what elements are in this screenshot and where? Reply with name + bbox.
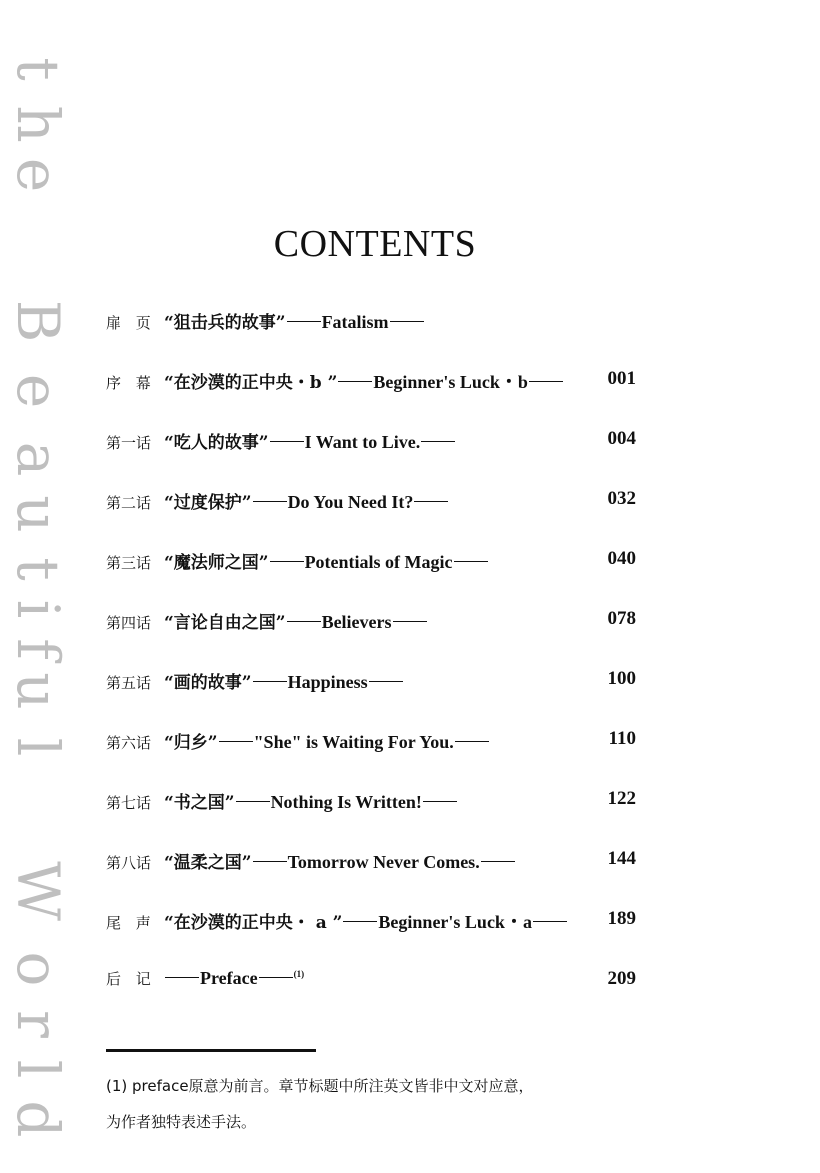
toc-page-number: 209 <box>607 968 636 989</box>
dash <box>393 621 427 622</box>
toc-title <box>164 848 516 873</box>
dash <box>481 861 515 862</box>
toc-page-number: 100 <box>607 668 636 689</box>
dash <box>253 861 287 862</box>
dash <box>219 741 253 742</box>
side-letter: W <box>4 861 72 921</box>
toc-title-zh: “狙击兵的故事” <box>164 313 286 333</box>
side-letter: e <box>4 373 72 409</box>
toc-page-number: 122 <box>607 788 636 809</box>
toc-chapter-label: 第二话 <box>106 494 152 512</box>
toc-title-zh: “书之国” <box>164 793 235 813</box>
toc-row[interactable] <box>106 428 636 464</box>
toc-chapter-label: 第三话 <box>106 554 152 572</box>
toc-title <box>164 908 568 934</box>
toc-title <box>164 728 490 753</box>
dash <box>414 501 448 502</box>
toc-title-en: "She" is Waiting For You. <box>253 732 454 752</box>
footnote-divider <box>106 1049 316 1052</box>
toc-title <box>164 788 458 813</box>
toc-row[interactable] <box>106 308 636 344</box>
toc-title <box>164 548 489 573</box>
toc-chapter-label: 序 幕 <box>106 374 156 392</box>
toc-title-zh: “温柔之国” <box>164 853 252 873</box>
toc-page-number: 110 <box>608 728 636 749</box>
footnote <box>106 1068 626 1140</box>
toc-page-number: 040 <box>607 548 636 569</box>
toc-title-zh: “在沙漠的正中央・b ” <box>164 373 338 393</box>
side-letter: t <box>4 57 72 81</box>
dash <box>287 321 321 322</box>
toc-title-zh: “言论自由之国” <box>164 613 286 633</box>
toc-title-en: Fatalism <box>321 312 389 332</box>
toc-title <box>164 608 428 633</box>
toc-row[interactable] <box>106 368 636 404</box>
toc-chapter-label: 第一话 <box>106 434 152 452</box>
side-letter: o <box>4 951 72 987</box>
toc-page-number: 078 <box>607 608 636 629</box>
toc-title-en: Beginner's Luck・b <box>373 372 528 392</box>
toc-title <box>164 308 425 333</box>
side-letter: f <box>4 638 72 660</box>
toc-title-zh: “魔法师之国” <box>164 553 269 573</box>
dash <box>165 977 199 978</box>
contents-heading: CONTENTS <box>273 223 477 265</box>
toc-row[interactable] <box>106 668 636 704</box>
toc-row[interactable] <box>106 728 636 764</box>
toc-title <box>164 368 564 394</box>
toc-chapter-label: 扉 页 <box>106 314 156 332</box>
toc-title-zh: “在沙漠的正中央・ a ” <box>164 913 343 933</box>
toc-row[interactable] <box>106 788 636 824</box>
toc-title <box>164 488 449 513</box>
toc-page-number: 032 <box>607 488 636 509</box>
footnote-line: (1) preface原意为前言。章节标题中所注英文皆非中文对应意， <box>106 1077 534 1095</box>
toc-page-number: 004 <box>607 428 636 449</box>
toc-page-number: 144 <box>607 848 636 869</box>
dash <box>236 801 270 802</box>
toc-title-zh: “过度保护” <box>164 493 252 513</box>
dash <box>533 921 567 922</box>
dash <box>454 561 488 562</box>
toc-chapter-label: 第六话 <box>106 734 152 752</box>
toc-row[interactable] <box>106 908 636 944</box>
toc-chapter-label: 第五话 <box>106 674 152 692</box>
toc-title-en: Happiness <box>287 672 368 692</box>
dash <box>369 681 403 682</box>
toc-title <box>164 968 304 989</box>
toc-title-en: Believers <box>321 612 392 632</box>
toc-title-en: Nothing Is Written! <box>270 792 422 812</box>
toc-title <box>164 428 456 453</box>
side-letter: B <box>4 299 72 343</box>
toc-title-en: Potentials of Magic <box>304 552 453 572</box>
dash <box>529 381 563 382</box>
toc-chapter-label: 尾 声 <box>106 914 156 932</box>
vertical-book-title <box>0 0 76 1173</box>
side-letter: u <box>4 672 72 710</box>
toc-chapter-label: 第七话 <box>106 794 152 812</box>
side-letter: l <box>4 1059 72 1079</box>
footnote-line: 为作者独特表述手法。 <box>106 1113 257 1131</box>
toc-chapter-label: 第四话 <box>106 614 152 632</box>
footnote-marker[interactable]: (1) <box>293 969 305 979</box>
toc-row[interactable] <box>106 488 636 524</box>
toc-row[interactable] <box>106 548 636 584</box>
dash <box>253 501 287 502</box>
toc-row[interactable] <box>106 968 636 1004</box>
dash <box>287 621 321 622</box>
dash <box>423 801 457 802</box>
dash <box>390 321 424 322</box>
side-letter: u <box>4 495 72 533</box>
toc-row[interactable] <box>106 848 636 884</box>
toc-title-en: Preface <box>200 968 258 988</box>
toc-title-zh: “吃人的故事” <box>164 433 269 453</box>
toc-row[interactable] <box>106 608 636 644</box>
dash <box>338 381 372 382</box>
side-letter: h <box>4 105 72 143</box>
dash <box>343 921 377 922</box>
side-letter: t <box>4 557 72 581</box>
side-letter: i <box>4 599 72 619</box>
dash <box>259 977 293 978</box>
toc-chapter-label: 第八话 <box>106 854 152 872</box>
toc-title <box>164 668 404 693</box>
toc-page-number: 189 <box>607 908 636 929</box>
toc-title-zh: “画的故事” <box>164 673 252 693</box>
dash <box>421 441 455 442</box>
side-letter: d <box>4 1100 72 1138</box>
dash <box>253 681 287 682</box>
toc-title-zh: “归乡” <box>164 733 218 753</box>
dash <box>270 561 304 562</box>
toc-title-en: Do You Need It? <box>287 492 414 512</box>
toc-title-en: Beginner's Luck・a <box>378 912 532 932</box>
toc-title-en: Tomorrow Never Comes. <box>287 852 480 872</box>
side-letter: l <box>4 737 72 757</box>
toc-page-number: 001 <box>607 368 636 389</box>
toc-title-en: I Want to Live. <box>304 432 421 452</box>
side-letter: r <box>4 1010 72 1038</box>
toc-chapter-label: 后 记 <box>106 970 156 988</box>
dash <box>455 741 489 742</box>
dash <box>270 441 304 442</box>
side-letter: e <box>4 157 72 193</box>
side-letter: a <box>4 441 72 477</box>
